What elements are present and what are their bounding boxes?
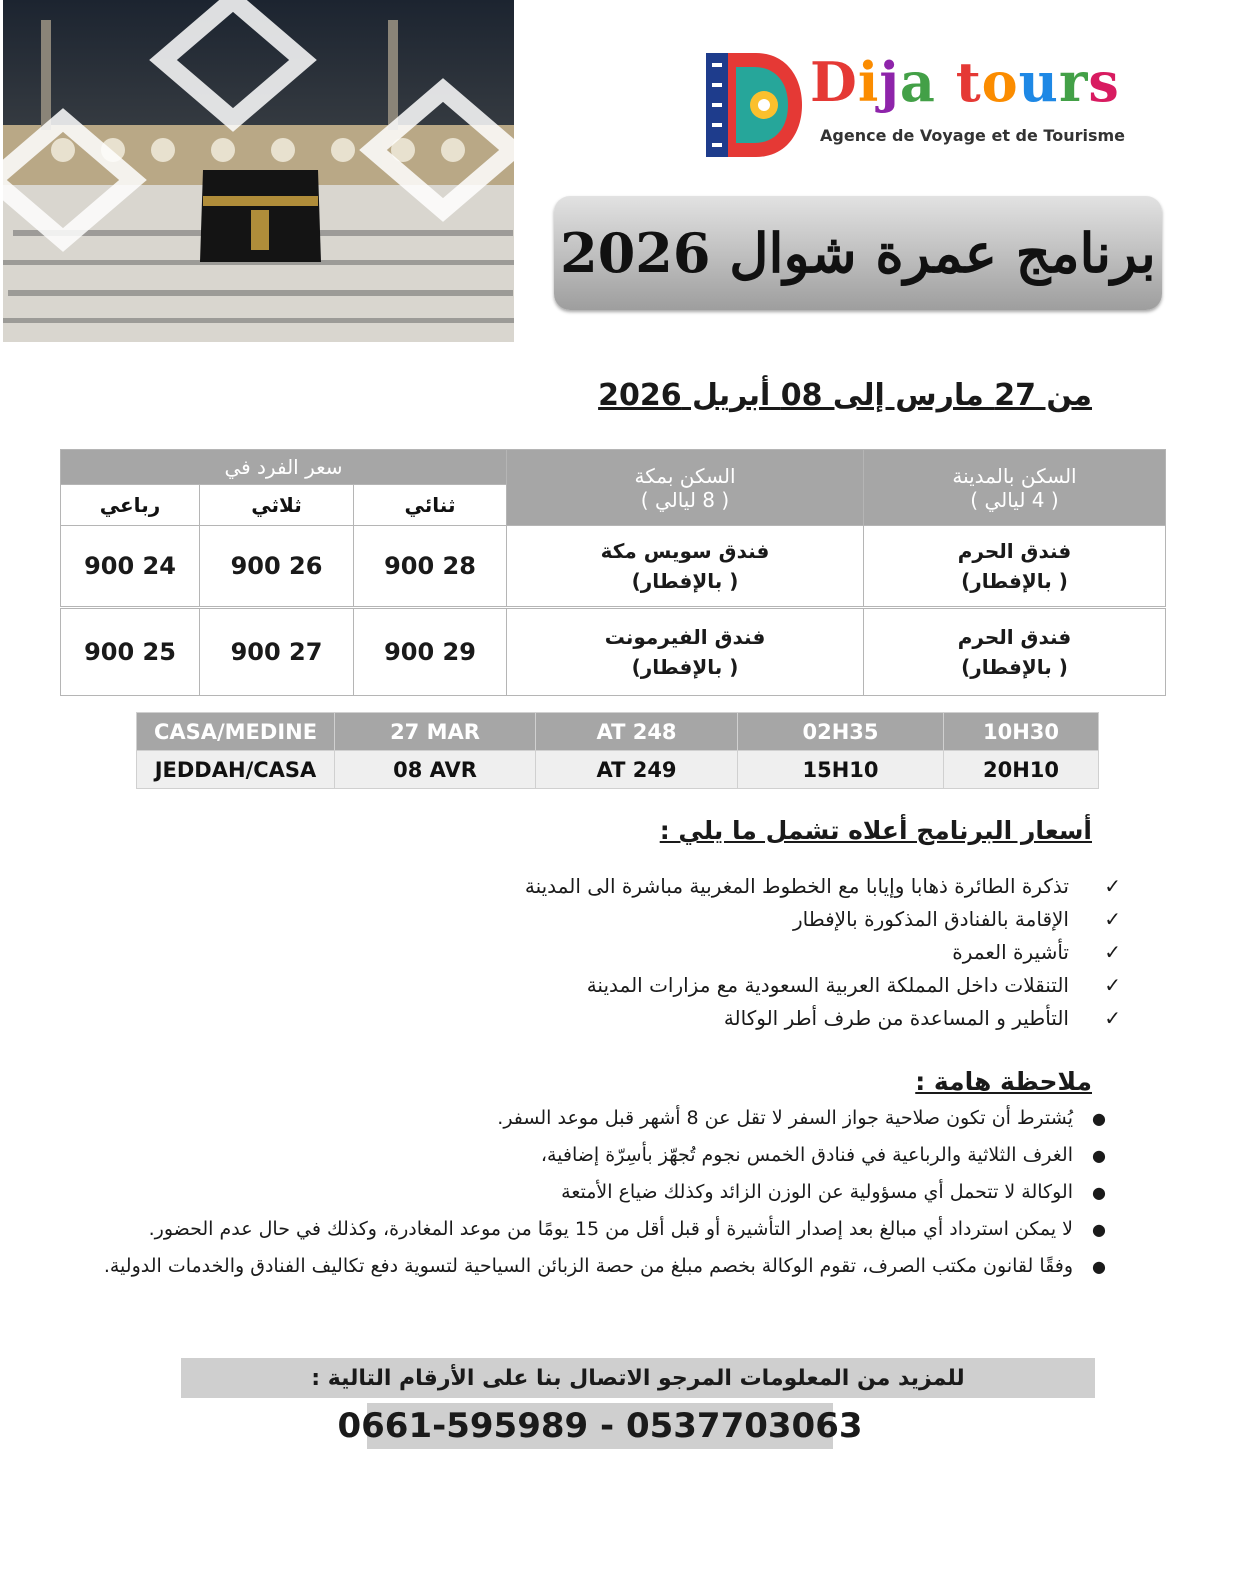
notes-list	[51, 1100, 1111, 1285]
madina-hotel: فندق الحرم ( بالإفطار)	[864, 526, 1166, 608]
flight-arrival: 20H10	[944, 751, 1099, 789]
price-double: 28 900	[354, 526, 507, 608]
bullet-icon: ●	[1092, 1146, 1106, 1165]
price-table	[60, 449, 1166, 696]
check-icon: ✓	[1104, 973, 1121, 997]
check-icon: ✓	[1104, 940, 1121, 964]
title-banner	[554, 196, 1162, 310]
flight-date: 08 AVR	[335, 751, 536, 789]
list-item: ●لا يمكن استرداد أي مبالغ بعد إصدار التأشيرة أو قبل أقل من 15 يومًا من موعد المغادرة، وكذلك في حال عدم الحضور.	[51, 1211, 1111, 1248]
bullet-icon: ●	[1092, 1109, 1106, 1128]
flight-route: JEDDAH/CASA	[137, 751, 335, 789]
date-range: من 27 مارس إلى 08 أبريل 2026	[598, 378, 1092, 413]
contact-bar	[181, 1358, 1095, 1398]
list-item: ●يُشترط أن تكون صلاحية جواز السفر لا تقل عن 8 أشهر قبل موعد السفر.	[51, 1100, 1111, 1137]
table-row	[61, 526, 1166, 608]
makkah-hotel: فندق سويس مكة ( بالإفطار)	[507, 526, 864, 608]
room-type-triple: ثلاثي	[200, 485, 354, 526]
flight-row-outbound	[137, 713, 1099, 751]
brand-logo	[706, 50, 1125, 160]
flight-date: 27 MAR	[335, 713, 536, 751]
includes-list	[421, 870, 1121, 1035]
bullet-icon: ●	[1092, 1183, 1106, 1202]
list-item: ✓التأطير و المساعدة من طرف أطر الوكالة	[421, 1002, 1121, 1035]
room-type-quad: رباعي	[61, 485, 200, 526]
price-triple: 26 900	[200, 526, 354, 608]
brand-name: Dija tours	[810, 50, 1120, 114]
bullet-icon: ●	[1092, 1257, 1106, 1276]
page-title: برنامج عمرة شوال 2026	[560, 221, 1156, 285]
price-per-person-header: سعر الفرد في	[61, 450, 507, 485]
phone-numbers: 0661-595989 - 0537703063	[367, 1403, 833, 1449]
price-triple: 27 900	[200, 608, 354, 696]
flight-number: AT 248	[536, 713, 738, 751]
flight-departure: 15H10	[738, 751, 944, 789]
flight-number: AT 249	[536, 751, 738, 789]
price-quad: 25 900	[61, 608, 200, 696]
contact-text: للمزيد من المعلومات المرجو الاتصال بنا على الأرقام التالية :	[311, 1365, 965, 1391]
list-item: ●الغرف الثلاثية والرباعية في فنادق الخمس نجوم تُجهّز بأسِرّة إضافية،	[51, 1137, 1111, 1174]
price-quad: 24 900	[61, 526, 200, 608]
list-item: ●الوكالة لا تتحمل أي مسؤولية عن الوزن الزائد وكذلك ضياع الأمتعة	[51, 1174, 1111, 1211]
table-row	[61, 608, 1166, 696]
flight-schedule-table	[136, 712, 1099, 789]
check-icon: ✓	[1104, 874, 1121, 898]
brand-tagline: Agence de Voyage et de Tourisme	[820, 126, 1125, 145]
check-icon: ✓	[1104, 907, 1121, 931]
flight-row-return	[137, 751, 1099, 789]
bullet-icon: ●	[1092, 1220, 1106, 1239]
list-item: ✓الإقامة بالفنادق المذكورة بالإفطار	[421, 903, 1121, 936]
makkah-header: السكن بمكة ( 8 ليالي )	[507, 450, 864, 526]
list-item: ●وفقًا لقانون مكتب الصرف، تقوم الوكالة بخصم مبلغ من حصة الزبائن السياحية لتسوية دفع تكاليف الفنادق والخدمات الدولية.	[51, 1248, 1111, 1285]
flight-route: CASA/MEDINE	[137, 713, 335, 751]
flight-departure: 02H35	[738, 713, 944, 751]
madina-hotel: فندق الحرم ( بالإفطار)	[864, 608, 1166, 696]
list-item: ✓تذكرة الطائرة ذهابا وإيابا مع الخطوط المغربية مباشرة الى المدينة	[421, 870, 1121, 903]
list-item: ✓التنقلات داخل المملكة العربية السعودية مع مزارات المدينة	[421, 969, 1121, 1002]
flight-arrival: 10H30	[944, 713, 1099, 751]
logo-d-mark-icon	[706, 53, 802, 157]
room-type-double: ثنائي	[354, 485, 507, 526]
madina-header: السكن بالمدينة ( 4 ليالي )	[864, 450, 1166, 526]
check-icon: ✓	[1104, 1006, 1121, 1030]
notes-title: ملاحظة هامة :	[915, 1067, 1092, 1096]
kaaba-photo	[3, 0, 514, 342]
makkah-hotel: فندق الفيرمونت ( بالإفطار)	[507, 608, 864, 696]
includes-title: أسعار البرنامج أعلاه تشمل ما يلي :	[659, 816, 1092, 845]
list-item: ✓تأشيرة العمرة	[421, 936, 1121, 969]
price-double: 29 900	[354, 608, 507, 696]
